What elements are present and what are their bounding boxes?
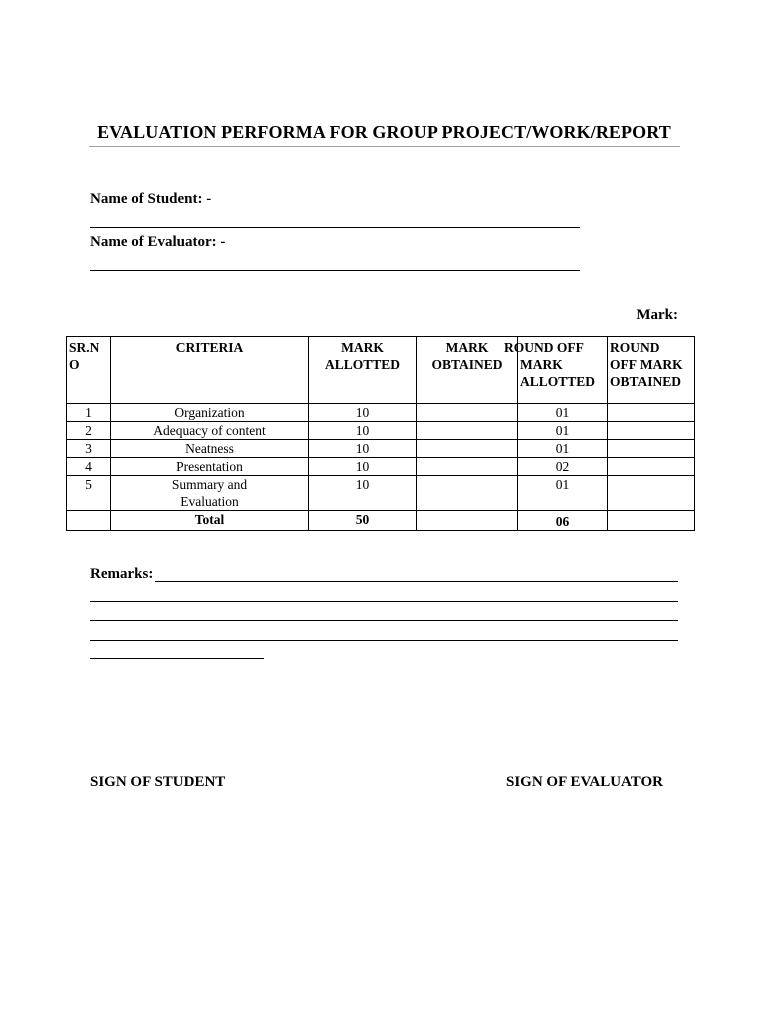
header-round-allotted-line3: ALLOTTED [520,374,596,389]
cell-total-srno [67,511,111,531]
cell-criteria: Neatness [111,440,309,458]
cell-total-round-allotted: 06 [518,511,608,531]
cell-criteria-line2: Evaluation [180,494,239,509]
student-name-label: Name of Student: - [90,191,212,207]
mark-label: Mark: [636,307,678,323]
cell-mark-obtained[interactable] [417,422,518,440]
student-name-line[interactable] [90,227,580,228]
table-row [67,422,695,440]
cell-round-allotted: 01 [518,422,608,440]
cell-round-obtained[interactable] [608,422,695,440]
cell-criteria: Presentation [111,458,309,476]
cell-mark-allotted: 10 [309,422,417,440]
remarks-label: Remarks: [90,566,154,582]
header-round-allotted-line2: MARK [520,357,563,372]
cell-srno: 1 [67,404,111,422]
table-row [67,476,695,511]
cell-total-label: Total [111,511,309,531]
header-srno-line1: SR.N [69,340,100,355]
cell-criteria [111,476,309,511]
remarks-line-1[interactable] [155,581,678,582]
cell-criteria-line1: Summary and [171,477,248,492]
remarks-line-3[interactable] [90,620,678,621]
title-divider [89,146,680,147]
header-round-off-mark-obtained [608,337,695,404]
cell-total-mark-obtained[interactable] [417,511,518,531]
cell-round-obtained[interactable] [608,458,695,476]
cell-round-allotted: 01 [518,404,608,422]
header-round-obtained-line3: OBTAINED [610,374,682,389]
cell-round-obtained[interactable] [608,440,695,458]
table-header-row [67,337,695,404]
header-round-obtained-line1: ROUND [610,340,660,355]
remarks-line-2[interactable] [90,601,678,602]
remarks-line-5[interactable] [90,658,264,659]
header-mark-allotted-line1: MARK [341,340,384,355]
sign-of-evaluator: SIGN OF EVALUATOR [506,774,663,790]
cell-mark-allotted: 10 [309,440,417,458]
table-total-row [67,511,695,531]
cell-mark-obtained[interactable] [417,476,518,511]
sign-of-student: SIGN OF STUDENT [90,774,226,790]
evaluation-table [66,336,695,531]
cell-mark-allotted: 10 [309,476,417,511]
cell-round-allotted: 02 [518,458,608,476]
header-mark-obtained-line2: OBTAINED [431,357,503,372]
cell-srno: 3 [67,440,111,458]
cell-srno: 5 [67,476,111,511]
cell-mark-obtained[interactable] [417,440,518,458]
cell-srno: 2 [67,422,111,440]
header-criteria: CRITERIA [111,337,309,404]
cell-total-mark-allotted: 50 [309,511,417,531]
cell-round-allotted: 01 [518,440,608,458]
table-row [67,458,695,476]
cell-mark-obtained[interactable] [417,404,518,422]
cell-mark-allotted: 10 [309,458,417,476]
header-mark-obtained-line1: MARK [445,340,489,355]
cell-round-allotted: 01 [518,476,608,511]
cell-round-obtained[interactable] [608,404,695,422]
header-round-obtained-line2: OFF MARK [610,357,683,372]
evaluator-name-line[interactable] [90,270,580,271]
table-row [67,440,695,458]
cell-criteria: Adequacy of content [111,422,309,440]
table-row [67,404,695,422]
header-srno [67,337,111,404]
header-round-allotted-line1: ROUND OFF [504,340,584,355]
page-title: EVALUATION PERFORMA FOR GROUP PROJECT/WORK/REPORT [97,122,671,142]
cell-mark-allotted: 10 [309,404,417,422]
evaluator-name-label: Name of Evaluator: - [90,234,226,250]
cell-round-obtained[interactable] [608,476,695,511]
cell-criteria: Organization [111,404,309,422]
header-round-off-mark-allotted [504,337,608,404]
header-mark-allotted [309,337,417,404]
header-mark-allotted-line2: ALLOTTED [324,357,401,372]
header-srno-line2: O [69,357,80,372]
cell-srno: 4 [67,458,111,476]
cell-mark-obtained[interactable] [417,458,518,476]
remarks-line-4[interactable] [90,640,678,641]
cell-total-round-obtained[interactable] [608,511,695,531]
header-mark-obtained [417,337,518,404]
